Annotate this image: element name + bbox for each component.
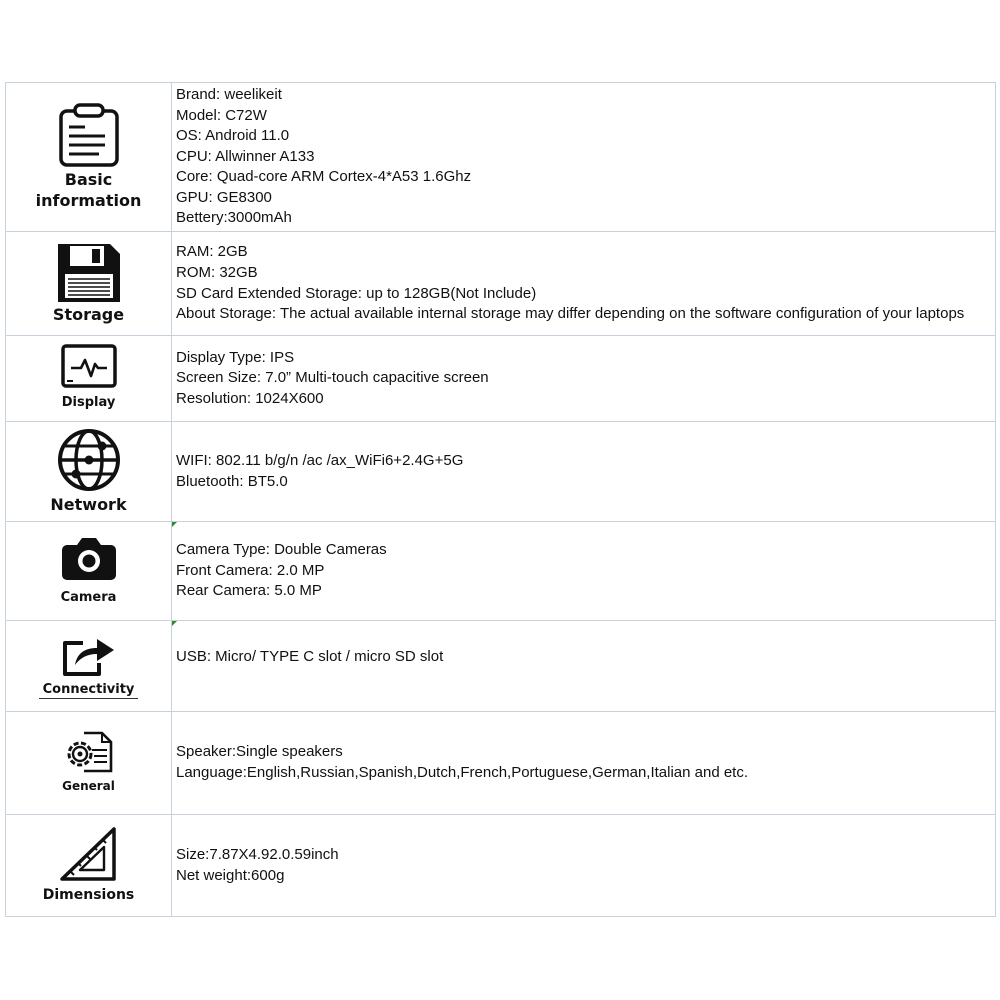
spec-line: Resolution: 1024X600 xyxy=(176,389,324,407)
spec-row-basic-information xyxy=(6,83,996,232)
spec-details-cell xyxy=(172,336,996,422)
spec-details-cell xyxy=(172,232,996,336)
category-label: Dimensions xyxy=(42,887,135,903)
floppy-disk-icon xyxy=(56,242,122,304)
spec-details-cell xyxy=(172,815,996,917)
spec-line: Core: Quad-core ARM Cortex-4*A53 1.6Ghz xyxy=(176,168,472,186)
spec-line: ROM: 32GB xyxy=(176,263,258,281)
spec-table xyxy=(5,82,996,917)
spec-line: WIFI: 802.11 b/g/n /ac /ax_WiFi6+2.4G+5G xyxy=(176,451,464,469)
globe-network-icon xyxy=(56,428,122,492)
spec-row-display xyxy=(6,336,996,422)
category-label-basic-line2: information xyxy=(35,191,142,210)
spec-line: Size:7.87X4.92.0.59inch xyxy=(176,845,339,863)
spec-category-cell xyxy=(6,336,172,422)
spec-line: USB: Micro/ TYPE C slot / micro SD slot xyxy=(176,648,444,665)
spec-category-cell xyxy=(6,232,172,336)
camera-icon xyxy=(61,535,117,581)
category-label-basic-line1: Basic xyxy=(64,170,113,189)
category-label: Storage xyxy=(52,305,125,324)
cell-marker xyxy=(172,522,177,527)
spec-category-cell xyxy=(6,712,172,815)
spec-line: Screen Size: 7.0” Multi-touch capacitive screen xyxy=(176,369,489,387)
spec-line: RAM: 2GB xyxy=(176,243,248,261)
spec-line: GPU: GE8300 xyxy=(176,188,272,206)
clipboard-icon xyxy=(57,103,121,167)
spec-line: Model: C72W xyxy=(176,106,267,124)
spec-line: About Storage: The actual available internal storage may differ depending on the software configuration of your laptops xyxy=(176,305,965,323)
spec-category-cell xyxy=(6,522,172,621)
gear-document-icon xyxy=(64,730,114,774)
spec-row-network xyxy=(6,422,996,522)
spec-line: Bluetooth: BT5.0 xyxy=(176,472,288,490)
spec-category-cell xyxy=(6,83,172,232)
category-label: Camera xyxy=(60,589,117,605)
cell-marker xyxy=(172,621,177,626)
spec-line: Language:English,Russian,Spanish,Dutch,French,Portuguese,German,Italian and etc. xyxy=(176,764,749,781)
spec-line: SD Card Extended Storage: up to 128GB(Not Include) xyxy=(176,284,537,302)
ruler-triangle-icon xyxy=(58,825,120,883)
spec-line: Brand: weelikeit xyxy=(176,85,282,103)
spec-line: Camera Type: Double Cameras xyxy=(176,541,387,559)
category-label: Display xyxy=(61,395,116,410)
category-label: Network xyxy=(50,495,127,514)
spec-row-camera xyxy=(6,522,996,621)
spec-line: Rear Camera: 5.0 MP xyxy=(176,582,322,600)
spec-line: Net weight:600g xyxy=(176,866,285,884)
spec-details-cell xyxy=(172,712,996,815)
spec-category-cell xyxy=(6,815,172,917)
spec-row-connectivity xyxy=(6,621,996,712)
monitor-pulse-icon xyxy=(61,344,117,388)
spec-details-cell xyxy=(172,422,996,522)
spec-line: OS: Android 11.0 xyxy=(176,127,290,145)
spec-details-cell xyxy=(172,83,996,232)
category-label: Connectivity xyxy=(39,682,139,699)
spec-line: Speaker:Single speakers xyxy=(176,743,343,761)
spec-details-cell xyxy=(172,522,996,621)
spec-row-dimensions xyxy=(6,815,996,917)
spec-line: Front Camera: 2.0 MP xyxy=(176,561,325,579)
spec-line: Bettery:3000mAh xyxy=(176,209,292,227)
spec-line: CPU: Allwinner A133 xyxy=(176,147,315,165)
spec-details-cell xyxy=(172,621,996,712)
spec-row-general xyxy=(6,712,996,815)
spec-line: Display Type: IPS xyxy=(176,348,295,366)
category-label: General xyxy=(62,778,115,793)
share-arrow-icon xyxy=(61,633,117,677)
spec-category-cell xyxy=(6,422,172,522)
spec-category-cell xyxy=(6,621,172,712)
spec-row-storage xyxy=(6,232,996,336)
